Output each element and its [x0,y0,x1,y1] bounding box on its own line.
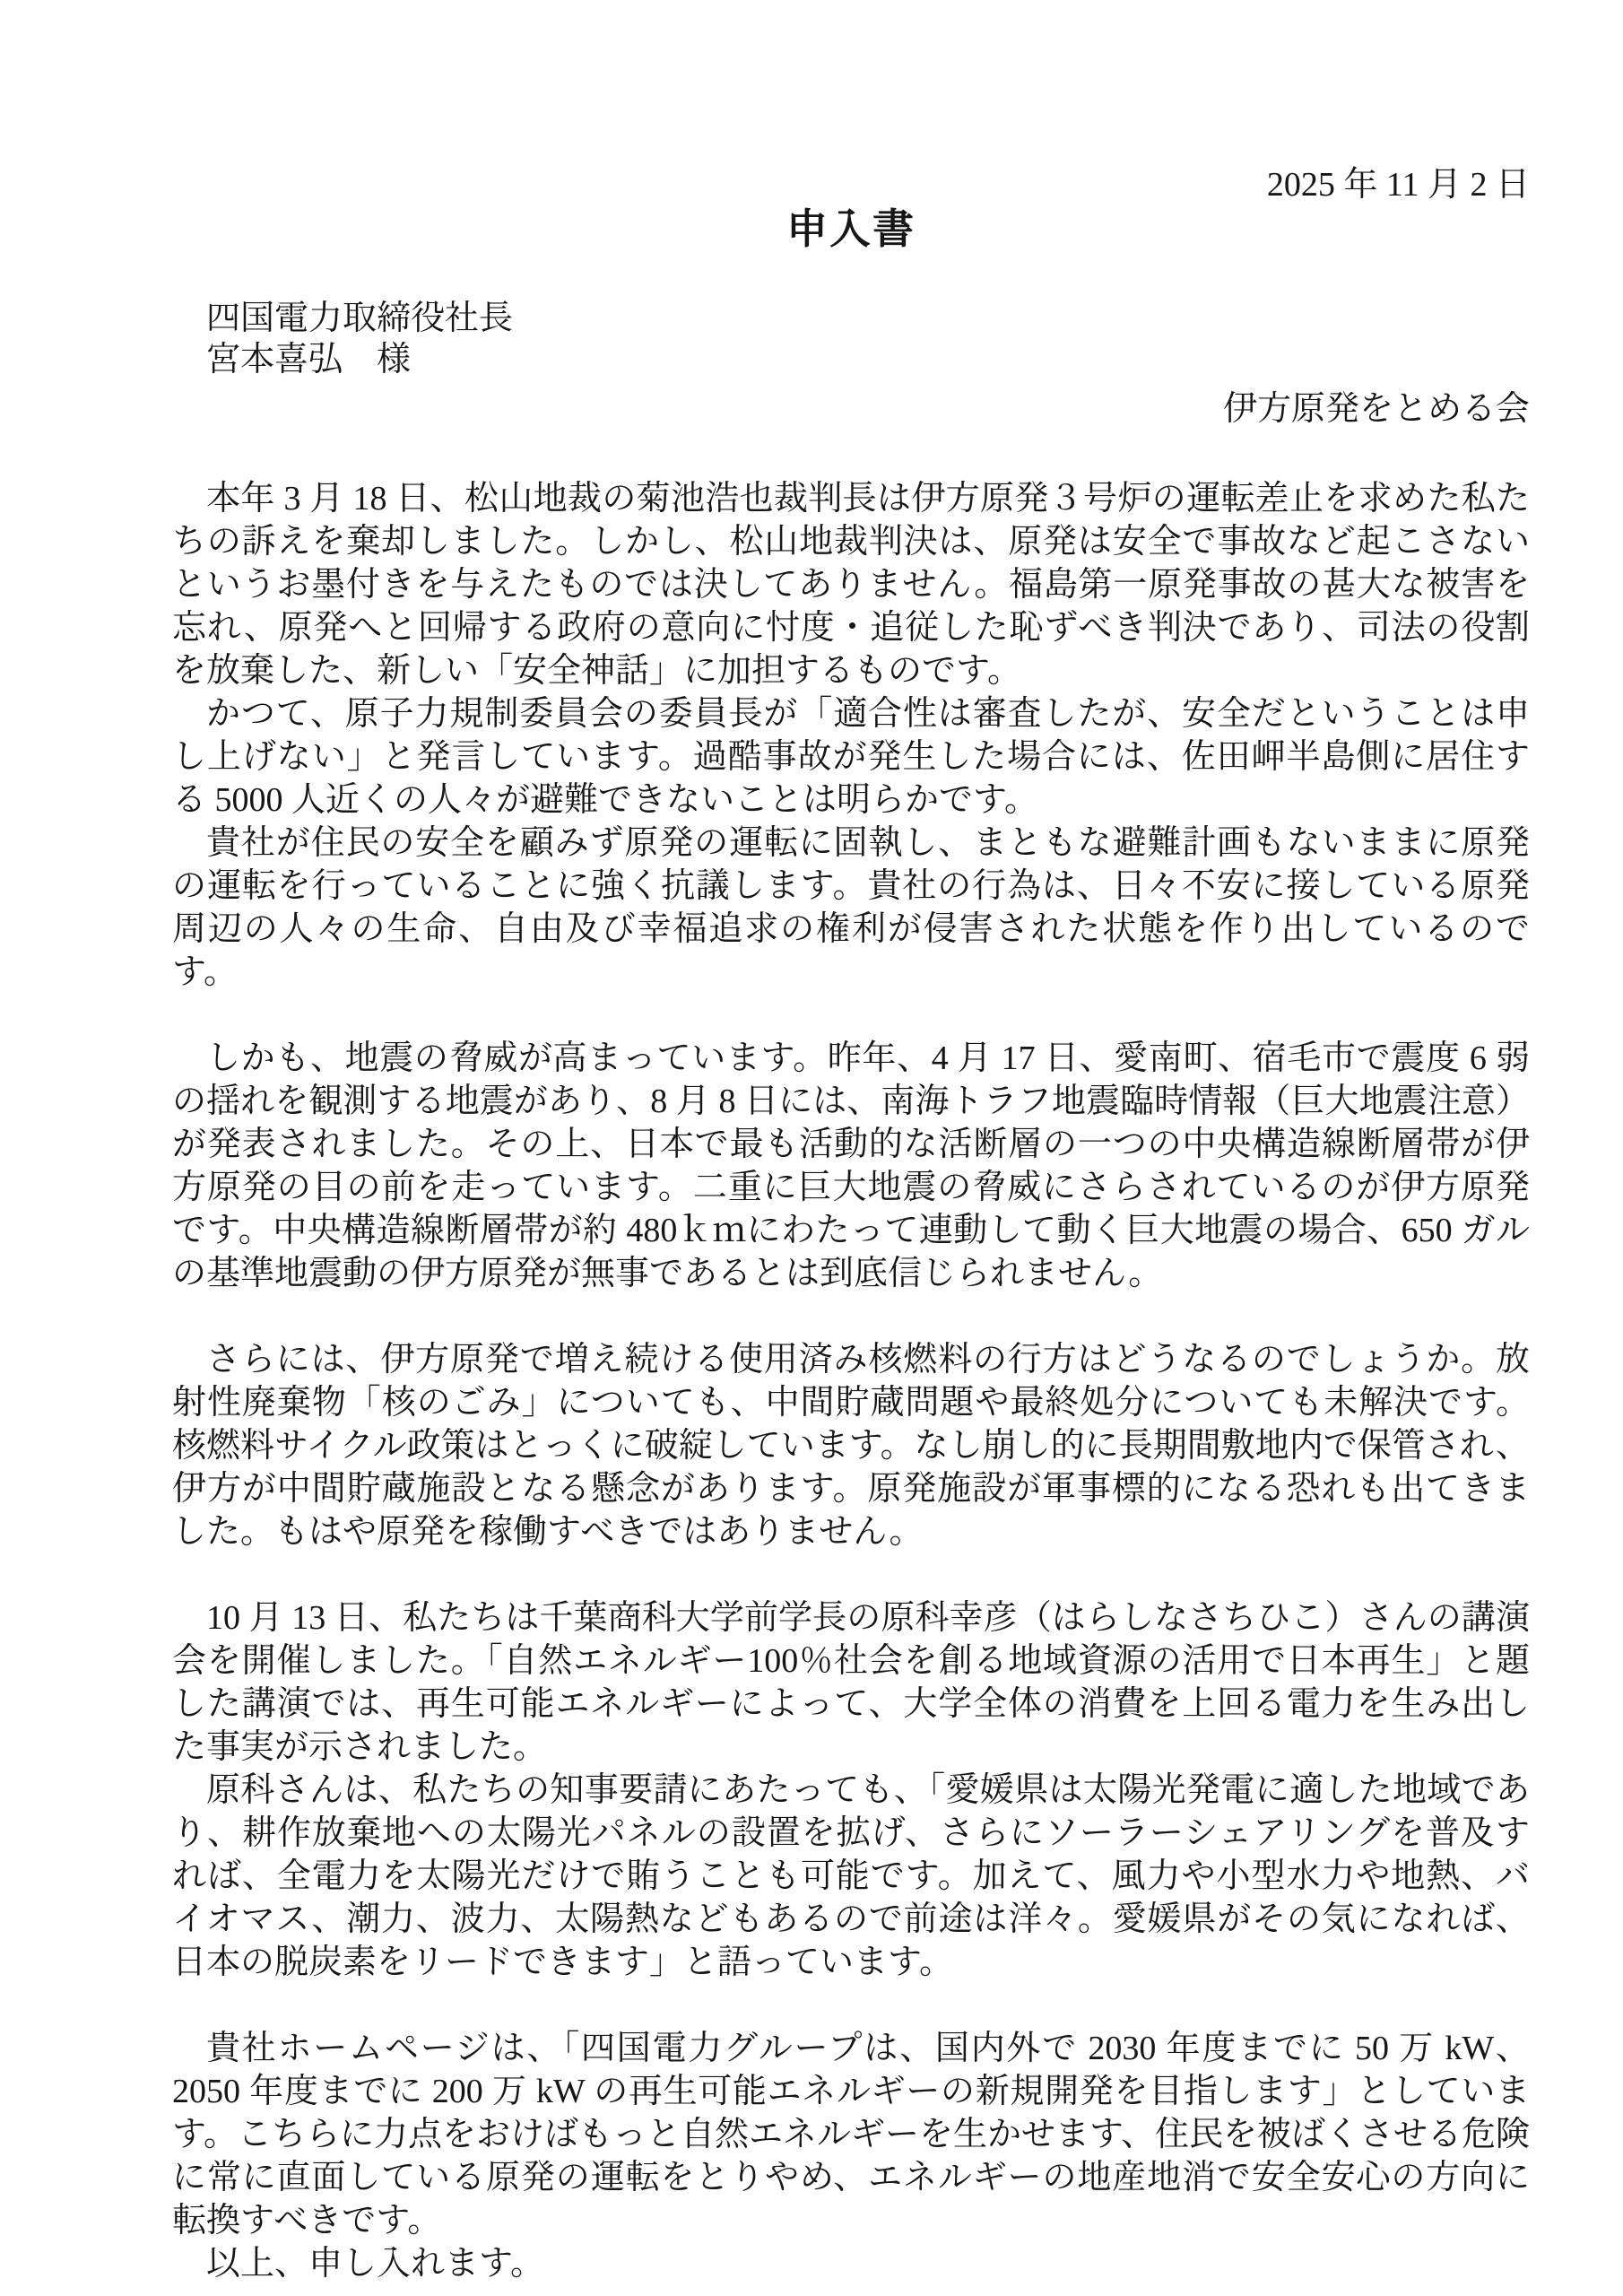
recipient-organization: 四国電力取締役社長 [206,300,514,337]
letter-body [172,477,1530,2285]
recipient-block [172,298,1530,380]
paragraph-protest: 貴社が住民の安全を顧みず原発の運転に固執し、まともな避難計画もないままに原発の運転を行っていることに強く抗議します。貴社の行為は、日々不安に接している原発周辺の人々の生命、自由及び幸福追求の権利が侵害された状態を作り出しているのです。 [172,824,1530,991]
paragraph-nra-chairman: かつて、原子力規制委員会の委員長が「適合性は審査したが、安全だということは申し上げない」と発言しています。過酷事故が発生した場合には、佐田岬半島側に居住する 5000 人近くの人々が避難できないことは明らかです。 [172,695,1530,819]
paragraph-earthquake-threat: しかも、地震の脅威が高まっています。昨年、4 月 17 日、愛南町、宿毛市で震度 6 弱の揺れを観測する地震があり、8 月 8 日には、南海トラフ地震臨時情報（巨大地震注意）が発表されました。その上、日本で最も活動的な活断層の一つの中央構造線断層帯が伊方原発の目の前を走っています。二重に巨大地震の脅威にさらされているのが伊方原発です。中央構造線断層帯が約 480ｋｍにわたって連動して動く巨大地震の場合、650 ガルの基準地震動の伊方原発が無事であるとは到底信じられません。 [172,1039,1530,1292]
paragraph-harashina-quote: 原科さんは、私たちの知事要請にあたっても、「愛媛県は太陽光発電に適した地域であり、耕作放棄地への太陽光パネルの設置を拡げ、さらにソーラーシェアリングを普及すれば、全電力を太陽光だけで賄うことも可能です。加えて、風力や小型水力や地熱、バイオマス、潮力、波力、太陽熱などもあるので前途は洋々。愛媛県がその気になれば、日本の脱炭素をリードできます」と語っています。 [172,1771,1530,1981]
paragraph-court-ruling: 本年 3 月 18 日、松山地裁の菊池浩也裁判長は伊方原発３号炉の運転差止を求めた私たちの訴えを棄却しました。しかし、松山地裁判決は、原発は安全で事故など起こさないというお墨付きを与えたものでは決してありません。福島第一原発事故の甚大な被害を忘れ、原発へと回帰する政府の意向に忖度・追従した恥ずべき判決であり、司法の役割を放棄した、新しい「安全神話」に加担するものです。 [172,480,1530,690]
paragraph-spent-fuel: さらには、伊方原発で増え続ける使用済み核燃料の行方はどうなるのでしょうか。放射性廃棄物「核のごみ」についても、中間貯蔵問題や最終処分についても未解決です。核燃料サイクル政策はとっくに破綻しています。なし崩し的に長期間敷地内で保管され、伊方が中間貯蔵施設となる懸念があります。原発施設が軍事標的になる恐れも出てきました。もはや原発を稼働すべきではありません。 [172,1341,1530,1551]
paragraph-company-homepage: 貴社ホームページは、「四国電力グループは、国内外で 2030 年度までに 50 万 kW、2050 年度までに 200 万 kW の再生可能エネルギーの新規開発を目指します」としています。こちらに力点をおけばもっと自然エネルギーを生かせます、住民を被ばくさせる危険に常に直面している原発の運転をとりやめ、エネルギーの地産地消で安全安心の方向に転換すべきです。 [172,2030,1530,2239]
sender-name: 伊方原発をとめる会 [1222,390,1530,428]
paragraph-closing: 以上、申し入れます。 [206,2245,544,2283]
paragraph-lecture: 10 月 13 日、私たちは千葉商科大学前学長の原科幸彦（はらしなさちひこ）さんの講演会を開催しました。「自然エネルギー100％社会を創る地域資源の活用で日本再生」と題した講演では、再生可能エネルギーによって、大学全体の消費を上回る電力を生み出した事実が示されました。 [172,1599,1530,1766]
recipient-name: 宮本喜弘 様 [206,341,412,378]
document-date: 2025 年 11 月 2 日 [1266,166,1530,204]
document-title: 申入書 [786,206,916,252]
